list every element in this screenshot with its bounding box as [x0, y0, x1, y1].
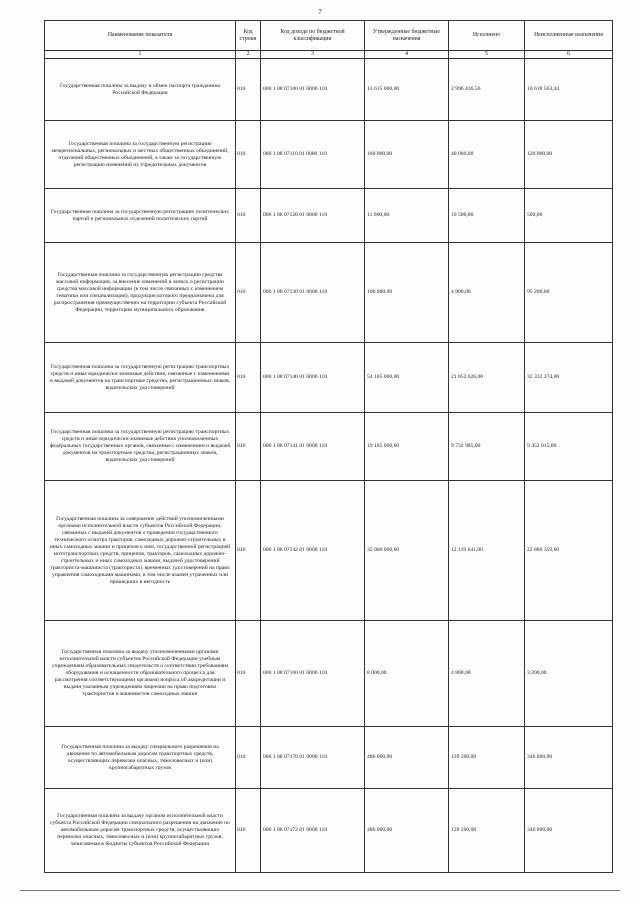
- executed-amount: 2 996 436,56: [449, 59, 525, 121]
- table-row: [45, 243, 613, 343]
- column-number: 5: [449, 51, 525, 59]
- header-remaining: Неисполненные назначения: [525, 21, 613, 51]
- header-row: [45, 21, 613, 51]
- indicator-name: Государственная пошлина за государственную регистрацию транспортных средств и иные юридически значимые действия, связанные с изменениями и выдачей документов на транспортные средства, регистрационных знаков, водительских удостоверений: [45, 343, 236, 413]
- line-code: 010: [236, 59, 261, 121]
- approved-amount: 19 185 000,00: [365, 413, 449, 481]
- line-code: 010: [236, 121, 261, 189]
- page-number: 7: [318, 8, 322, 16]
- remaining-amount: 32 332 374,00: [525, 343, 613, 413]
- column-number: 6: [525, 51, 613, 59]
- header-line-code: Код строки: [236, 21, 261, 51]
- line-code: 010: [236, 481, 261, 621]
- executed-amount: 4 800,00: [449, 621, 525, 727]
- income-code: 000 1 08 07100 01 0000 110: [261, 59, 365, 121]
- remaining-amount: 10 618 563,44: [525, 59, 613, 121]
- table-row: [45, 481, 613, 621]
- line-code: 010: [236, 189, 261, 243]
- column-number: 2: [236, 51, 261, 59]
- line-code: 010: [236, 243, 261, 343]
- approved-amount: 54 185 000,00: [365, 343, 449, 413]
- remaining-amount: 9 452 015,00: [525, 413, 613, 481]
- indicator-name: Государственная пошлина за государственную регистрацию межрегиональных, региональных и местных общественных объединений, отделений общественных объединений, а также за государственную регистрацию изменений их учредительных документов: [45, 121, 236, 189]
- table-row: [45, 189, 613, 243]
- executed-amount: 12 119 641,00: [449, 481, 525, 621]
- column-number: 3: [261, 51, 365, 59]
- income-code: 000 1 08 07142 01 0000 110: [261, 481, 365, 621]
- line-code: 010: [236, 621, 261, 727]
- executed-amount: 139 200,00: [449, 727, 525, 789]
- income-code: 000 1 08 07160 01 0000 110: [261, 621, 365, 727]
- approved-amount: 8 000,00: [365, 621, 449, 727]
- income-code: 000 1 08 07120 01 0000 110: [261, 189, 365, 243]
- approved-amount: 100 000,00: [365, 243, 449, 343]
- column-number: 4: [365, 51, 449, 59]
- indicator-name: Государственная пошлина за выдачу органом исполнительной власти субъекта Российской Федерации специального разрешения на движение по автомобильным дорогам транспортных средств, осуществляющих перевозки опасных, тяжеловесных и (или) крупногабаритных грузов, зачисляемая в бюджеты субъектов Российской Федерации: [45, 789, 236, 873]
- remaining-amount: 346 800,00: [525, 789, 613, 873]
- income-code: 000 1 08 07140 01 0000 110: [261, 343, 365, 413]
- line-code: 010: [236, 413, 261, 481]
- indicator-name: Государственная пошлина за совершение действий уполномоченными органами исполнительной власти субъектов Российской Федерации, связанных с выдачей документов о проведении государственного технического осмотра тракторов, самоходных дорожно-строительных и иных самоходных машин и прицепов к ним, государственной регистрацией мототранспортных средств, прицепов, тракторов, самоходных дорожно-строительных и иных самоходных машин, выдачей удостоверений тракториста-машиниста (тракториста), временных удостоверений на право управления самоходными машинами, в том числе взамен утраченных или пришедших в негодность: [45, 481, 236, 621]
- line-code: 010: [236, 343, 261, 413]
- indicator-name: Государственная пошлина за государственную регистрацию транспортных средств и иные юридически значимые действия уполномоченных федеральных государственных органов, связанные с изменением и выдачей документов на транспортные средства, регистрационных знаков, водительских удостоверений: [45, 413, 236, 481]
- executed-amount: 9 732 985,00: [449, 413, 525, 481]
- remaining-amount: 500,00: [525, 189, 613, 243]
- table-row: [45, 621, 613, 727]
- remaining-amount: 3 200,00: [525, 621, 613, 727]
- line-code: 010: [236, 727, 261, 789]
- table-row: [45, 59, 613, 121]
- indicator-name: Государственная пошлина за государственную регистрацию средства массовой информации, за внесение изменений в запись о регистрации средства массовой информации (в том числе связанных с изменением тематики или специализации), продукция которого предназначена для распространения преимущественно на территории субъекта Российской Федерации, территории муниципального образования: [45, 243, 236, 343]
- column-number: 1: [45, 51, 236, 59]
- header-executed: Исполнено: [449, 21, 525, 51]
- table-row: [45, 727, 613, 789]
- indicator-name: Государственная пошлина за выдачу специального разрешения на движение по автомобильным дорогам транспортных средств, осуществляющих перевозки опасных, тяжеловесных и (или) крупногабаритных грузов: [45, 727, 236, 789]
- income-code: 000 1 08 07170 01 0000 110: [261, 727, 365, 789]
- header-income-code: Код дохода по бюджетной классификации: [261, 21, 365, 51]
- income-code: 000 1 08 07110 01 0000 110: [261, 121, 365, 189]
- approved-amount: 486 000,00: [365, 727, 449, 789]
- indicator-name: Государственная пошлина за выдачу уполномоченными органами исполнительной власти субъектов Российской Федерации учебным учреждениям образовательных свидетельств о соответствии требованиям оборудования и оснащенности образовательного процесса для рассмотрения соответствующими органами вопроса об аккредитации и выдачи указанным учреждениям лицензии на право подготовки трактористов и машинистов самоходных машин: [45, 621, 236, 727]
- income-code: 000 1 08 07172 01 0000 110: [261, 789, 365, 873]
- page-bottom-divider: [20, 890, 620, 891]
- approved-amount: 11 000,00: [365, 189, 449, 243]
- indicator-name: Государственная пошлина за выдачу и обмен паспорта гражданина Российской Федерации: [45, 59, 236, 121]
- approved-amount: 13 615 000,00: [365, 59, 449, 121]
- table-row: [45, 413, 613, 481]
- budget-execution-table: [44, 20, 613, 873]
- remaining-amount: 95 200,00: [525, 243, 613, 343]
- executed-amount: 40 000,00: [449, 121, 525, 189]
- remaining-amount: 120 000,00: [525, 121, 613, 189]
- line-code: 010: [236, 789, 261, 873]
- income-code: 000 1 08 07141 01 0000 110: [261, 413, 365, 481]
- remaining-amount: 346 800,00: [525, 727, 613, 789]
- approved-amount: 160 000,00: [365, 121, 449, 189]
- approved-amount: 35 000 000,00: [365, 481, 449, 621]
- executed-amount: 4 800,00: [449, 243, 525, 343]
- remaining-amount: 22 880 359,00: [525, 481, 613, 621]
- table-row: [45, 121, 613, 189]
- approved-amount: 486 000,00: [365, 789, 449, 873]
- header-approved: Утвержденные бюджетные назначения: [365, 21, 449, 51]
- table-row: [45, 343, 613, 413]
- executed-amount: 10 500,00: [449, 189, 525, 243]
- executed-amount: 139 200,00: [449, 789, 525, 873]
- executed-amount: 21 852 626,00: [449, 343, 525, 413]
- indicator-name: Государственная пошлина за государственную регистрацию политических партий и региональных отделений политических партий: [45, 189, 236, 243]
- table-row: [45, 789, 613, 873]
- column-number-row: [45, 51, 613, 59]
- income-code: 000 1 08 07130 01 0000 110: [261, 243, 365, 343]
- header-indicator-name: Наименование показателя: [45, 21, 236, 51]
